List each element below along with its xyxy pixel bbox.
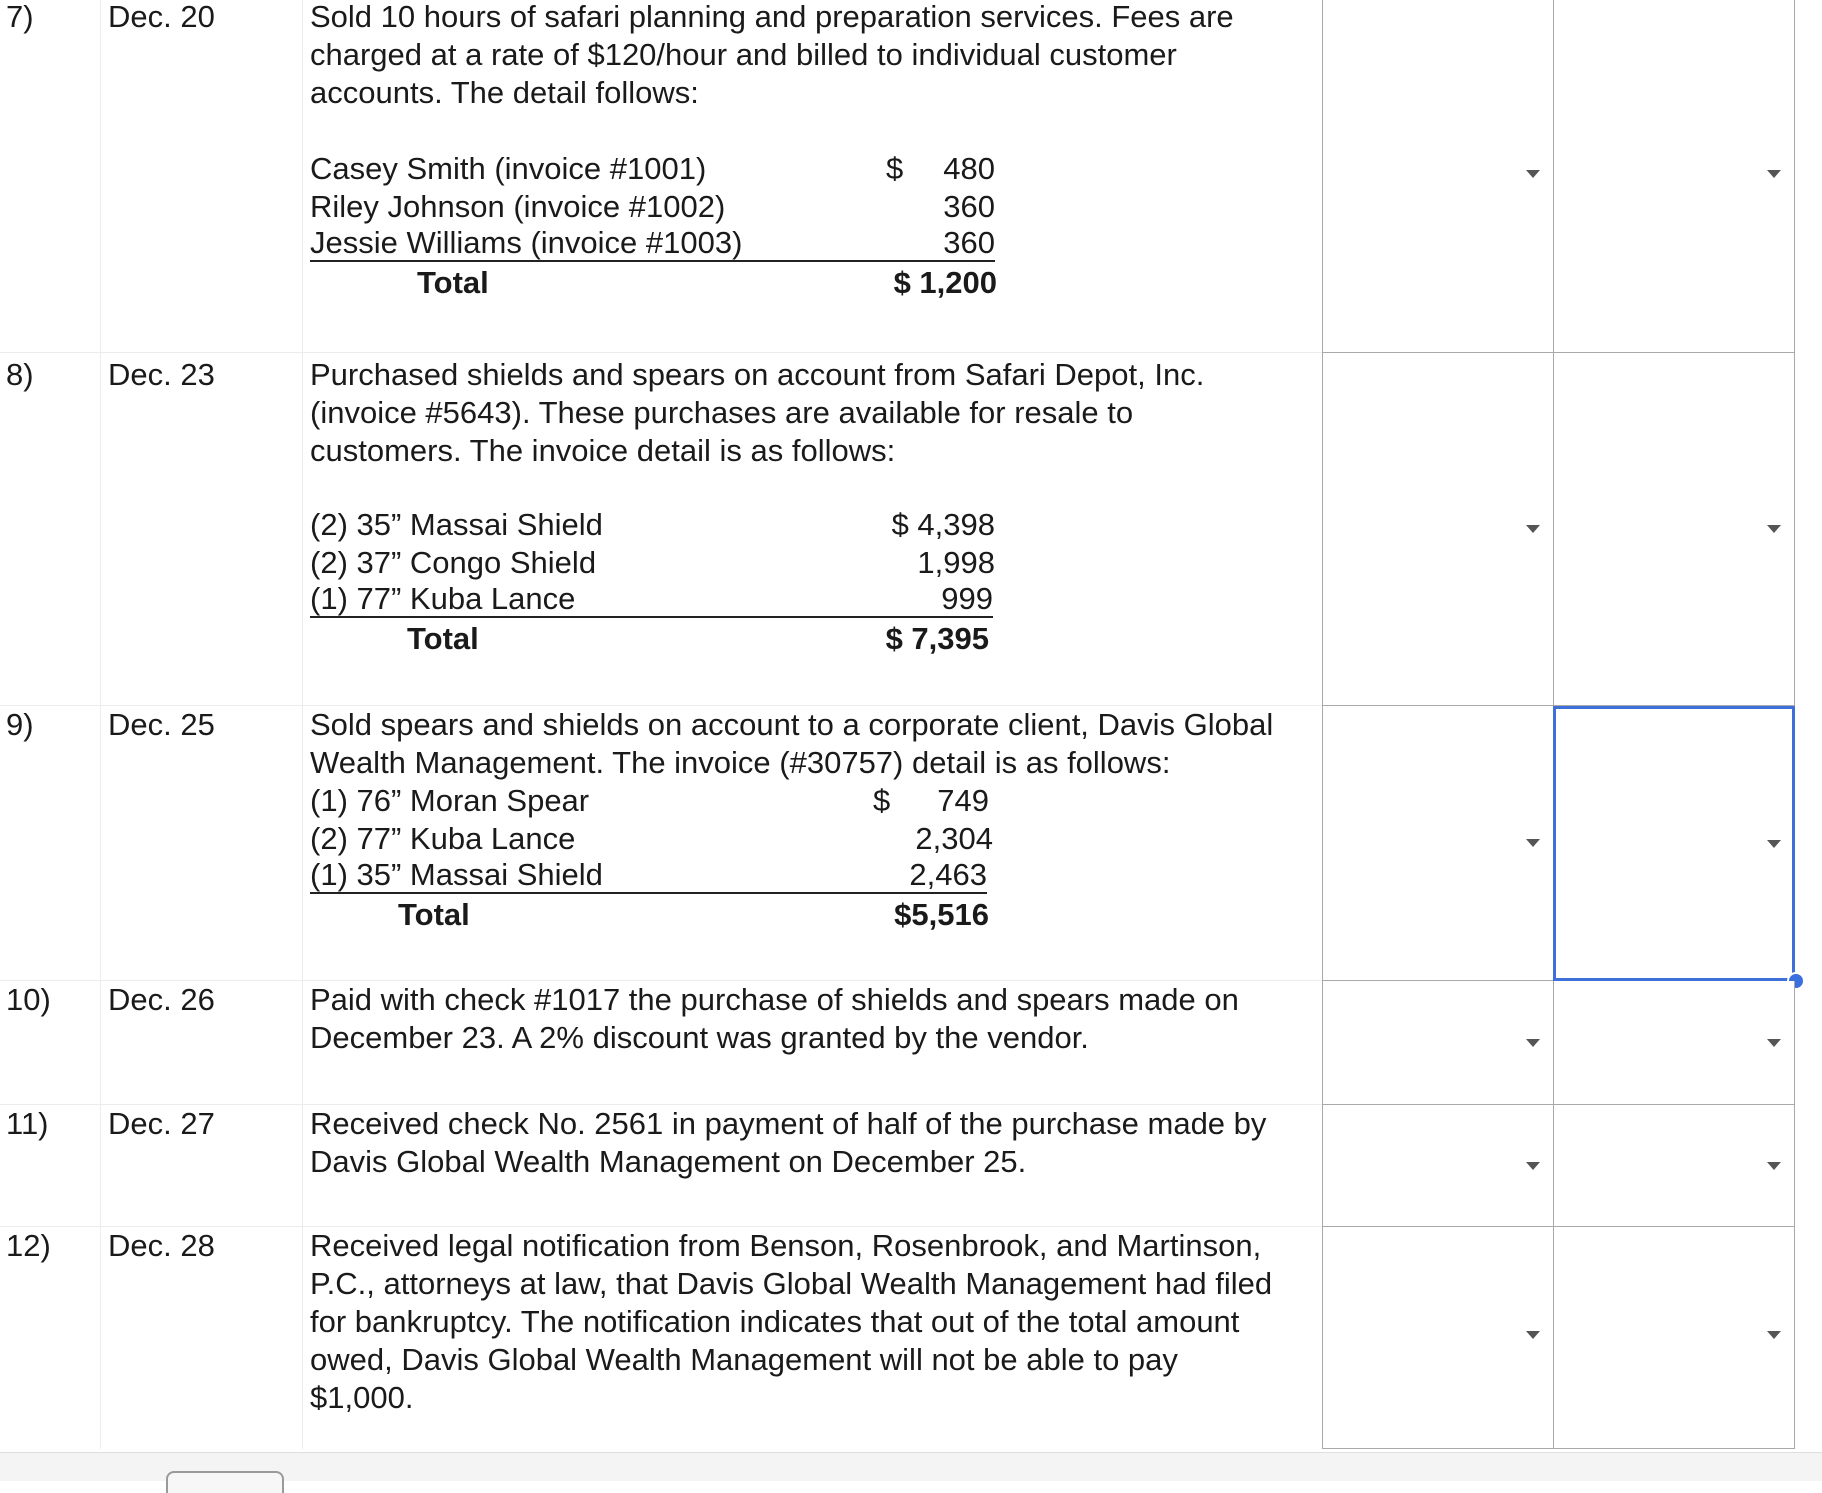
account-select-2[interactable] bbox=[1553, 0, 1795, 353]
account-select-1[interactable] bbox=[1322, 1105, 1554, 1227]
total-amount: $ 7,395 bbox=[885, 621, 989, 656]
item-amount: $ 4,398 bbox=[891, 507, 995, 542]
description-line: Paid with check #1017 the purchase of shields and spears made on bbox=[310, 982, 1239, 1017]
row-number: 7) bbox=[6, 0, 34, 34]
row-number: 11) bbox=[6, 1106, 49, 1141]
item-label: (2) 77” Kuba Lance bbox=[310, 821, 576, 856]
total-label: Total bbox=[398, 897, 470, 932]
dropdown-arrow-icon[interactable] bbox=[1767, 525, 1781, 533]
row-date: Dec. 23 bbox=[108, 357, 215, 392]
dropdown-arrow-icon[interactable] bbox=[1526, 170, 1540, 178]
description-line: December 23. A 2% discount was granted by the vendor. bbox=[310, 1020, 1089, 1055]
dropdown-arrow-icon[interactable] bbox=[1526, 1039, 1540, 1047]
dropdown-arrow-icon[interactable] bbox=[1767, 1331, 1781, 1339]
item-amount: 1,998 bbox=[917, 545, 995, 580]
row-number: 8) bbox=[6, 357, 34, 392]
item-amount: 360 bbox=[943, 189, 995, 224]
description-line: (invoice #5643). These purchases are available for resale to bbox=[310, 395, 1134, 430]
item-amount: 2,463 bbox=[880, 858, 987, 894]
dropdown-arrow-icon[interactable] bbox=[1767, 1039, 1781, 1047]
dropdown-arrow-icon[interactable] bbox=[1526, 525, 1540, 533]
account-select-2[interactable] bbox=[1553, 353, 1795, 706]
item-amount: 360 bbox=[888, 226, 995, 262]
item-label: (1) 77” Kuba Lance bbox=[310, 582, 888, 618]
dropdown-arrow-icon[interactable] bbox=[1767, 840, 1781, 848]
item-label: (2) 35” Massai Shield bbox=[310, 507, 603, 542]
item-label: Jessie Williams (invoice #1003) bbox=[310, 226, 888, 262]
description-line: charged at a rate of $120/hour and billed to individual customer bbox=[310, 37, 1177, 72]
dropdown-arrow-icon[interactable] bbox=[1526, 1162, 1540, 1170]
account-select-1[interactable] bbox=[1322, 981, 1554, 1105]
row-number: 10) bbox=[6, 982, 51, 1017]
button-edge[interactable] bbox=[166, 1471, 284, 1493]
description-line: Davis Global Wealth Management on December 25. bbox=[310, 1144, 1027, 1179]
item-label: (1) 35” Massai Shield bbox=[310, 858, 880, 894]
item-label: (1) 76” Moran Spear bbox=[310, 783, 590, 818]
dropdown-arrow-icon[interactable] bbox=[1526, 1331, 1540, 1339]
description-line: Sold 10 hours of safari planning and preparation services. Fees are bbox=[310, 0, 1234, 34]
account-select-1[interactable] bbox=[1322, 0, 1554, 353]
description-line: P.C., attorneys at law, that Davis Global Wealth Management had filed bbox=[310, 1266, 1273, 1301]
item-amount: 480 bbox=[943, 151, 995, 186]
row-date: Dec. 20 bbox=[108, 0, 215, 34]
description-line: owed, Davis Global Wealth Management will not be able to pay bbox=[310, 1342, 1178, 1377]
row-date: Dec. 27 bbox=[108, 1106, 215, 1141]
row-date: Dec. 28 bbox=[108, 1228, 215, 1263]
item-label: (2) 37” Congo Shield bbox=[310, 545, 597, 580]
account-select-2[interactable] bbox=[1553, 981, 1795, 1105]
description-line: Received check No. 2561 in payment of half of the purchase made by bbox=[310, 1106, 1267, 1141]
item-amount: 749 bbox=[937, 783, 989, 818]
dropdown-arrow-icon[interactable] bbox=[1767, 1162, 1781, 1170]
description-line: Received legal notification from Benson, Rosenbrook, and Martinson, bbox=[310, 1228, 1262, 1263]
description-line: Purchased shields and spears on account from Safari Depot, Inc. bbox=[310, 357, 1205, 392]
row-date: Dec. 25 bbox=[108, 707, 215, 742]
account-select-1[interactable] bbox=[1322, 706, 1554, 981]
total-amount: $ 1,200 bbox=[893, 265, 997, 300]
transaction-row-12 bbox=[0, 1227, 1795, 1449]
transaction-row-9 bbox=[0, 706, 1795, 981]
total-amount: $5,516 bbox=[894, 897, 989, 932]
row-date: Dec. 26 bbox=[108, 982, 215, 1017]
account-select-2-selected[interactable] bbox=[1553, 706, 1795, 981]
row-number: 9) bbox=[6, 707, 34, 742]
description-line: for bankruptcy. The notification indicates that out of the total amount bbox=[310, 1304, 1240, 1339]
dropdown-arrow-icon[interactable] bbox=[1526, 839, 1540, 847]
account-select-2[interactable] bbox=[1553, 1105, 1795, 1227]
currency-symbol: $ bbox=[886, 151, 904, 186]
total-label: Total bbox=[417, 265, 489, 300]
description-line: accounts. The detail follows: bbox=[310, 75, 699, 110]
row-number: 12) bbox=[6, 1228, 51, 1263]
item-label: Casey Smith (invoice #1001) bbox=[310, 151, 707, 186]
item-amount: 999 bbox=[888, 582, 993, 618]
account-select-1[interactable] bbox=[1322, 1227, 1554, 1449]
description-line: Sold spears and shields on account to a corporate client, Davis Global bbox=[310, 707, 1274, 742]
transaction-row-7 bbox=[0, 0, 1795, 353]
account-select-2[interactable] bbox=[1553, 1227, 1795, 1449]
dropdown-arrow-icon[interactable] bbox=[1767, 170, 1781, 178]
account-select-1[interactable] bbox=[1322, 353, 1554, 706]
description-line: customers. The invoice detail is as follows: bbox=[310, 433, 896, 468]
currency-symbol: $ bbox=[873, 783, 891, 818]
transaction-row-10 bbox=[0, 981, 1795, 1105]
description-line: Wealth Management. The invoice (#30757) detail is as follows: bbox=[310, 745, 1171, 780]
total-label: Total bbox=[407, 621, 479, 656]
transaction-row-8 bbox=[0, 353, 1795, 706]
description-line: $1,000. bbox=[310, 1380, 414, 1415]
item-label: Riley Johnson (invoice #1002) bbox=[310, 189, 726, 224]
transaction-row-11 bbox=[0, 1105, 1795, 1227]
item-amount: 2,304 bbox=[915, 821, 993, 856]
